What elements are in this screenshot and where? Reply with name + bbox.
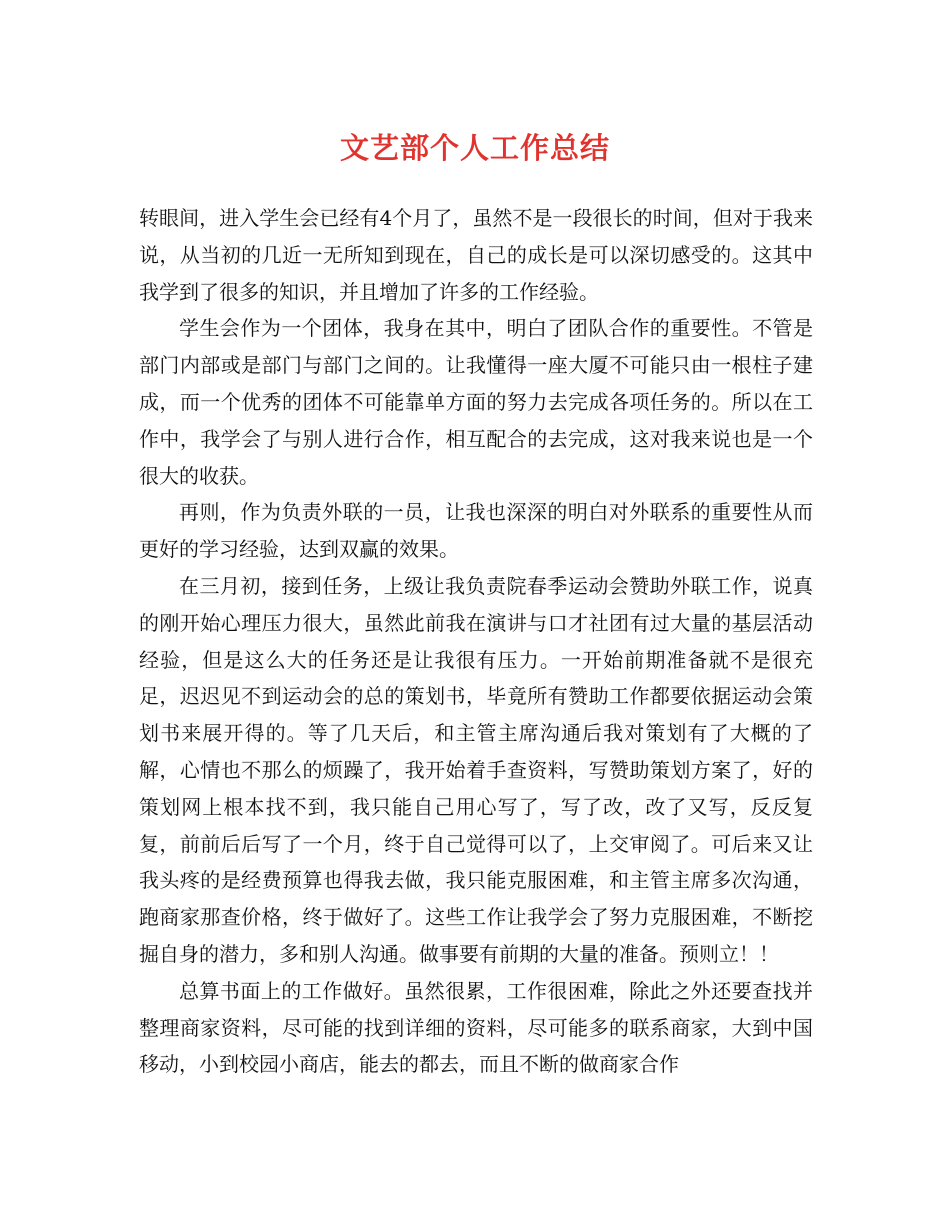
paragraph-1: 转眼间，进入学生会已经有4个月了，虽然不是一段很长的时间，但对于我来说，从当初的几近一无所知到现在，自己的成长是可以深切感受的。这其中我学到了很多的知识，并且增加了许多的工作经验。 [139,206,813,304]
paragraph-2: 学生会作为一个团体，我身在其中，明白了团队合作的重要性。不管是部门内部或是部门与部门之间的。让我懂得一座大厦不可能只由一根柱子建成，而一个优秀的团体不可能靠单方面的努力去完成各项任务的。所以在工作中，我学会了与别人进行合作，相互配合的去完成，这对我来说也是一个很大的收获。 [139,316,813,488]
document-body [139,200,813,1083]
paragraph-4: 在三月初，接到任务，上级让我负责院春季运动会赞助外联工作，说真的刚开始心理压力很大，虽然此前我在演讲与口才社团有过大量的基层活动经验，但是这么大的任务还是让我很有压力。一开始前期准备就不是很充足，迟迟见不到运动会的总的策划书，毕竟所有赞助工作都要依据运动会策划书来展开得的。等了几天后，和主管主席沟通后我对策划有了大概的了解，心情也不那么的烦躁了，我开始着手查资料，写赞助策划方案了，好的策划网上根本找不到，我只能自己用心写了，写了改，改了又写，反反复复，前前后后写了一个月，终于自己觉得可以了，上交审阅了。可后来又让我头疼的是经费预算也得我去做，我只能克服困难，和主管主席多次沟通，跑商家那查价格，终于做好了。这些工作让我学会了努力克服困难，不断挖掘自身的潜力，多和别人沟通。做事要有前期的大量的准备。预则立！！ [139,573,813,966]
paragraph-3: 再则，作为负责外联的一员，让我也深深的明白对外联系的重要性从而更好的学习经验，达到双赢的效果。 [139,500,813,562]
document-title: 文艺部个人工作总结 [339,131,610,165]
paragraph-5: 总算书面上的工作做好。虽然很累，工作很困难，除此之外还要查找并整理商家资料，尽可能的找到详细的资料，尽可能多的联系商家，大到中国移动，小到校园小商店，能去的都去，而且不断的做商家合作 [139,978,813,1077]
